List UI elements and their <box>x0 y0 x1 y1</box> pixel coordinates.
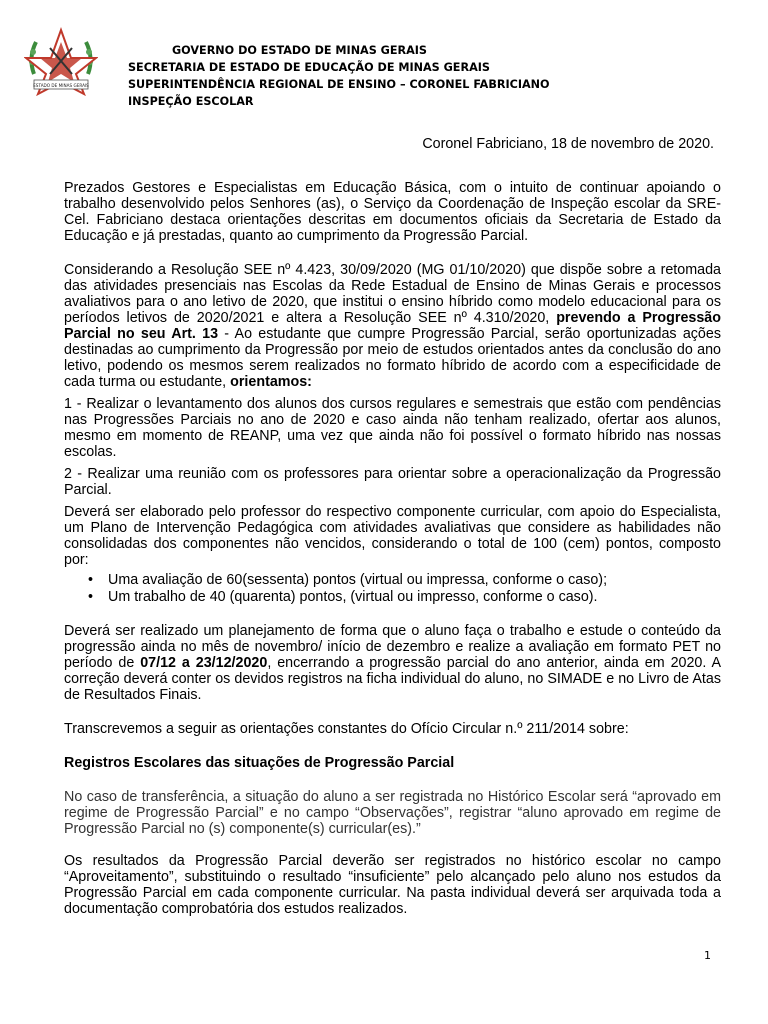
intro-paragraph: Prezados Gestores e Especialistas em Educação Básica, com o intuito de continuar apoiando o trabalho desenvolvido pelos Senhores (as), o Serviço da Coordenação de Inspeção escolar da SRE-Cel. Fabriciano destaca orientações descritas em documentos oficiais da Secretaria de Estado da Educação e já prestadas, quanto ao cumprimento da Progressão Parcial. <box>64 180 721 244</box>
bullet-icon: • <box>88 572 94 588</box>
header-inspection: INSPEÇÃO ESCOLAR <box>128 95 254 108</box>
composition-list <box>64 572 721 605</box>
plan-paragraph: Deverá ser elaborado pelo professor do respectivo componente curricular, com apoio do Especialista, um Plano de Intervenção Pedagógica com atividades avaliativas que considere as habilidades não consolidadas dos componentes não vencidos, considerando o total de 100 (cem) pontos, composto por: <box>64 504 721 568</box>
resolution-text: Considerando a Resolução SEE nº 4.423, 30/09/2020 (MG 01/10/2020) que dispõe sobre a retomada das atividades presenciais nas Escolas da Rede Estadual de Ensino de Minas Gerais e processos avaliativos para o ano letivo de 2020, que institui o ensino híbrido como modelo educacional para os períodos letivos de 2020/2021 e altera a Resolução SEE nº 4.310/2020, <box>64 262 721 326</box>
letterhead <box>128 42 588 110</box>
header-superintendence: SUPERINTENDÊNCIA REGIONAL DE ENSINO – CORONEL FABRICIANO <box>128 78 550 91</box>
header-government: GOVERNO DO ESTADO DE MINAS GERAIS <box>172 44 427 57</box>
section-heading: Registros Escolares das situações de Progressão Parcial <box>64 755 455 771</box>
list-item: • Um trabalho de 40 (quarenta) pontos, (virtual ou impresso, conforme o caso). <box>88 589 598 605</box>
period-emphasis: 07/12 a 23/12/2020 <box>140 655 268 671</box>
dateline: Coronel Fabriciano, 18 de novembro de 2020. <box>422 136 714 152</box>
svg-text:ESTADO DE MINAS GERAIS: ESTADO DE MINAS GERAIS <box>33 83 89 88</box>
resolution-paragraph <box>64 262 721 390</box>
document-body <box>64 180 721 917</box>
planning-paragraph: Deverá ser realizado um planejamento de forma que o aluno faça o trabalho e estude o conteúdo da progressão ainda no mês de novembro/ início de dezembro e realize a avaliação em formato PET no período de 07/12 a 23/12/2020, encerrando a progressão parcial do ano anterior, ainda em 2020. A correção deverá conter os devidos registros na ficha individual do aluno, no SIMADE e no Livro de Atas de Resultados Finais. <box>64 623 721 703</box>
item-1-paragraph: 1 - Realizar o levantamento dos alunos dos cursos regulares e semestrais que estão com pendências nas Progressões Parciais no ano de 2020 e caso ainda não tenham realizado, ofertar aos alunos, mesmo em momento de REANP, uma vez que ainda não foi possível o formato híbrido nas nossas escolas. <box>64 396 721 460</box>
page-number: 1 <box>704 949 711 962</box>
list-item: • Uma avaliação de 60(sessenta) pontos (virtual ou impressa, conforme o caso); <box>88 572 608 588</box>
header-secretariat: SECRETARIA DE ESTADO DE EDUCAÇÃO DE MINAS GERAIS <box>128 61 490 74</box>
bullet-icon: • <box>88 589 94 605</box>
transfer-paragraph: No caso de transferência, a situação do aluno a ser registrada no Histórico Escolar será “aprovado em regime de Progressão Parcial” e no campo “Observações”, registrar “aluno aprovado em regime de Progressão Parcial no (s) componente(s) curricular(es).” <box>64 789 721 837</box>
results-paragraph: Os resultados da Progressão Parcial deverão ser registrados no histórico escolar no campo “Aproveitamento”, substituindo o resultado “insuficiente” pelo alcançado pelo aluno nos estudos da Progressão Parcial em cada componente curricular. Na pasta individual deverá ser arquivada toda a documentação comprobatória dos estudos realizados. <box>64 853 721 917</box>
state-seal-icon <box>24 24 98 96</box>
item-2-paragraph: 2 - Realizar uma reunião com os professores para orientar sobre a operacionalização da Progressão Parcial. <box>64 466 721 498</box>
transcription-paragraph: Transcrevemos a seguir as orientações constantes do Ofício Circular n.º 211/2014 sobre: <box>64 721 629 737</box>
resolution-text-cont: - Ao estudante que cumpre Progressão Parcial, serão oportunizadas ações destinadas ao cumprimento da Progressão por meio de estudos orientados antes da conclusão do ano letivo, podendo os mesmos serem realizados no formato híbrido de acordo com a especificidade de cada turma ou estudante, <box>64 326 721 390</box>
resolution-emphasis: prevendo a Progressão Parcial no seu Art. 13 <box>64 310 721 342</box>
resolution-orientation: orientamos: <box>230 374 312 390</box>
